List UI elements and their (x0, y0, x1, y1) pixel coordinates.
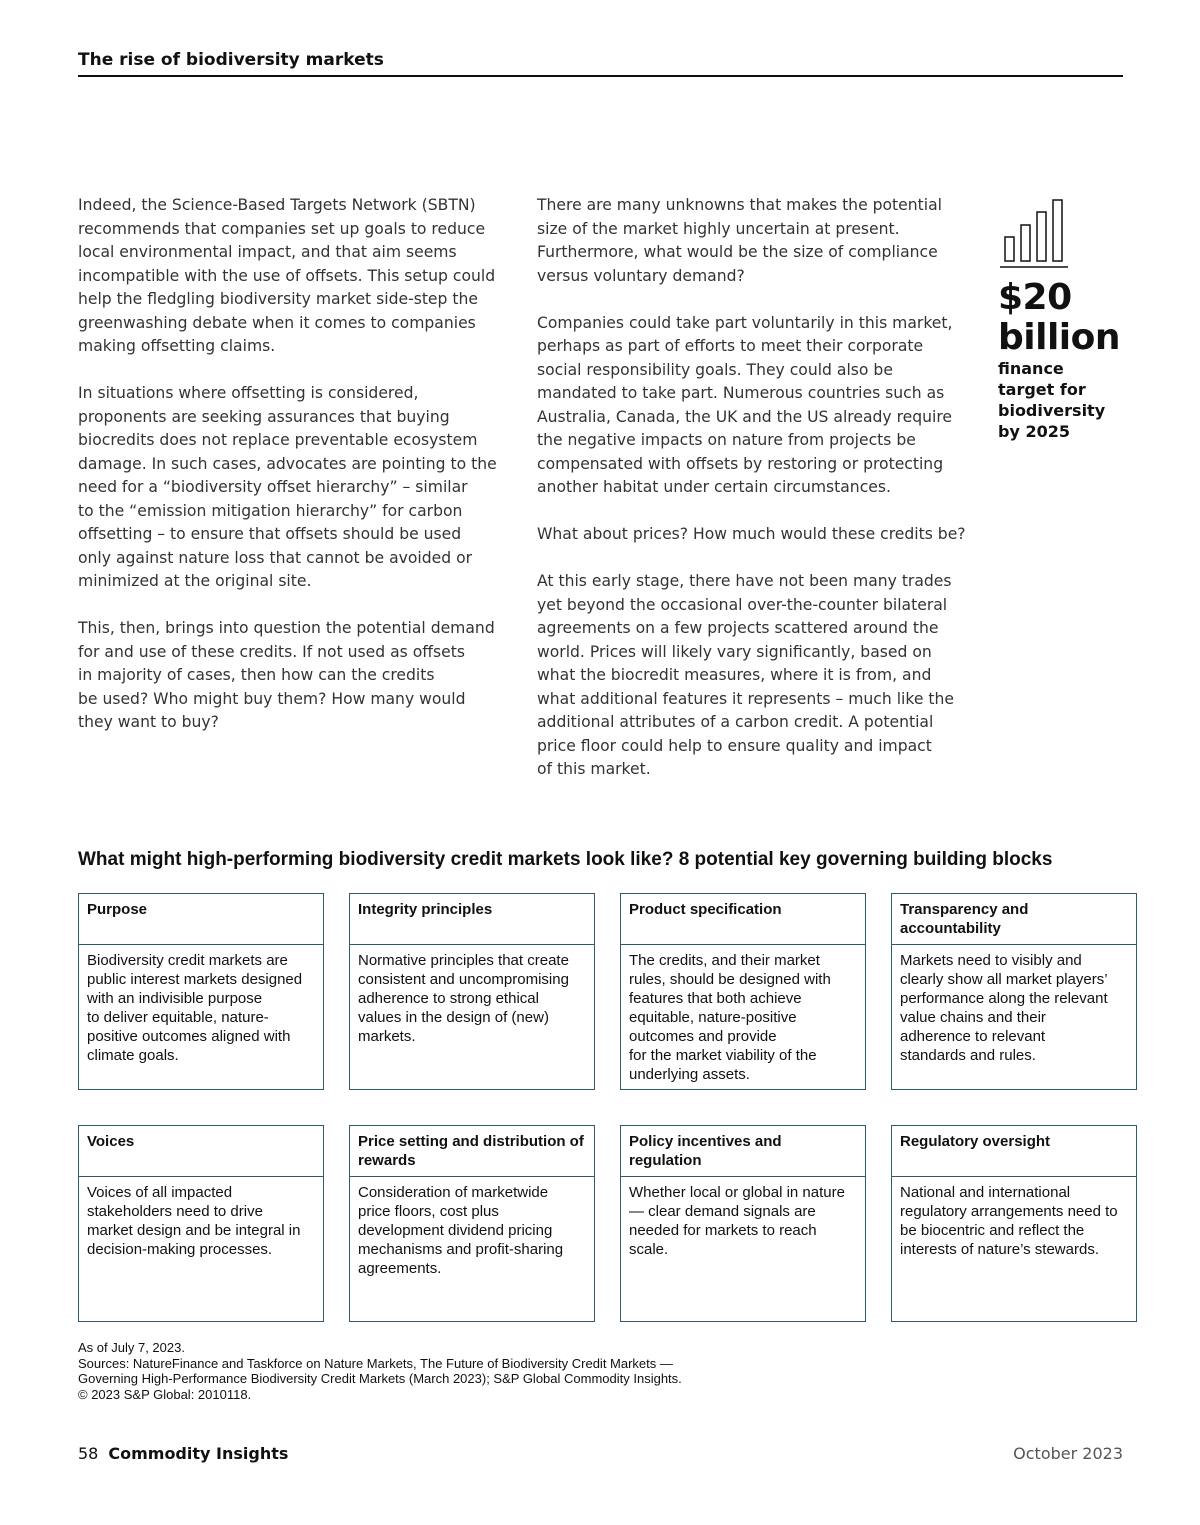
card-heading: Purpose (79, 894, 323, 945)
card-body: National and international regulatory arrangements need to be biocentric and reflect the interests of nature’s stewards. (900, 1184, 1118, 1258)
card-price-setting (349, 1125, 595, 1322)
card-body: Markets need to visibly and clearly show all market players’ performance along the relevant value chains and their adherence to relevant standards and rules. (900, 952, 1108, 1064)
stat-callout (998, 196, 1138, 442)
card-regulatory-oversight (891, 1125, 1137, 1322)
card-policy-incentives (620, 1125, 866, 1322)
page-header-title: The rise of biodiversity markets (78, 50, 384, 70)
paragraph: There are many unknowns that makes the potential size of the market highly uncertain at present. Furthermore, what would be the size of compliance versus voluntary demand? (537, 196, 942, 285)
card-body: Biodiversity credit markets are public interest markets designed with an indivisible purpose to deliver equitable, nature- positive outcomes aligned with climate goals. (87, 952, 303, 1064)
building-blocks-title: What might high-performing biodiversity credit markets look like? 8 potential key governing building blocks (78, 849, 1053, 870)
card-heading: Voices (79, 1126, 323, 1177)
paragraph: Indeed, the Science-Based Targets Network (SBTN) recommends that companies set up goals to reduce local environmental impact, and that aim seems incompatible with the use of offsets. This setup could help the fledgling biodiversity market side-step the greenwashing debate when it comes to companies making offsetting claims. (78, 196, 496, 355)
card-body: Normative principles that create consistent and uncompromising adherence to strong ethical values in the design of (new) markets. (358, 952, 569, 1045)
card-heading: Product specification (621, 894, 865, 945)
page-number: 58 (78, 1444, 99, 1463)
card-body: Voices of all impacted stakeholders need to drive market design and be integral in decision-making processes. (87, 1184, 301, 1258)
copyright-note: © 2023 S&P Global: 2010118. (78, 1386, 252, 1402)
page-footer (78, 1444, 1123, 1463)
paragraph: Companies could take part voluntarily in this market, perhaps as part of efforts to meet their corporate social responsibility goals. They could also be mandated to take part. Numerous countries such as Australia, Canada, the UK and the US already require the negative impacts on nature from projects be compensated with offsets by restoring or protecting another habitat under certain circumstances. (537, 313, 953, 496)
card-heading: Integrity principles (350, 894, 594, 945)
paragraph: This, then, brings into question the potential demand for and use of these credits. If not used as offsets in majority of cases, then how can the credits be used? Who might buy them? How many would they want to buy? (78, 619, 495, 731)
publication-date: October 2023 (1013, 1444, 1123, 1463)
as-of-note: As of July 7, 2023. (78, 1340, 185, 1355)
paragraph: At this early stage, there have not been many trades yet beyond the occasional over-the-counter bilateral agreements on a few projects scattered around the world. Prices will likely vary significantly, based on what the biocredit measures, where it is from, and what additional features it represents – much like the additional attributes of a carbon credit. A potential price floor could help to ensure quality and impact of this market. (537, 572, 954, 778)
middle-column (537, 194, 977, 805)
card-voices (78, 1125, 324, 1322)
card-heading: Transparency and accountability (892, 894, 1136, 945)
card-transparency-accountability (891, 893, 1137, 1090)
card-body: The credits, and their market rules, should be designed with features that both achieve equitable, nature-positive outcomes and provide for the market viability of the underlying assets. (629, 952, 831, 1083)
card-heading: Policy incentives and regulation (621, 1126, 865, 1177)
card-heading: Regulatory oversight (892, 1126, 1136, 1177)
publication-name: Commodity Insights (108, 1444, 289, 1463)
paragraph: What about prices? How much would these credits be? (537, 525, 966, 543)
card-integrity-principles (349, 893, 595, 1090)
stat-description: finance target for biodiversity by 2025 (998, 359, 1106, 441)
card-body: Consideration of marketwide price floors, cost plus development dividend pricing mechanisms and profit-sharing agreements. (358, 1184, 564, 1277)
card-body: Whether local or global in nature — clear demand signals are needed for markets to reach scale. (629, 1184, 845, 1258)
paragraph: In situations where offsetting is considered, proponents are seeking assurances that buying biocredits does not replace preventable ecosystem damage. In such cases, advocates are pointing to the need for a “biodiversity offset hierarchy” – similar to the “emission mitigation hierarchy” for carbon offsetting – to ensure that offsets should be used only against nature loss that cannot be avoided or minimized at the original site. (78, 384, 497, 590)
card-heading: Price setting and distribution of rewards (350, 1126, 594, 1177)
sources-note: Sources: NatureFinance and Taskforce on Nature Markets, The Future of Biodiversity Credit Markets — (78, 1355, 673, 1371)
source-notes (78, 1340, 682, 1402)
card-purpose (78, 893, 324, 1090)
stat-amount: $20 billion (998, 277, 1120, 358)
card-product-specification (620, 893, 866, 1090)
bar-chart-icon (998, 196, 1070, 270)
left-column (78, 194, 518, 758)
sources-note: Governing High-Performance Biodiversity Credit Markets (March 2023); S&P Global Commodity Insights. (78, 1371, 682, 1386)
page-header (78, 50, 1123, 77)
